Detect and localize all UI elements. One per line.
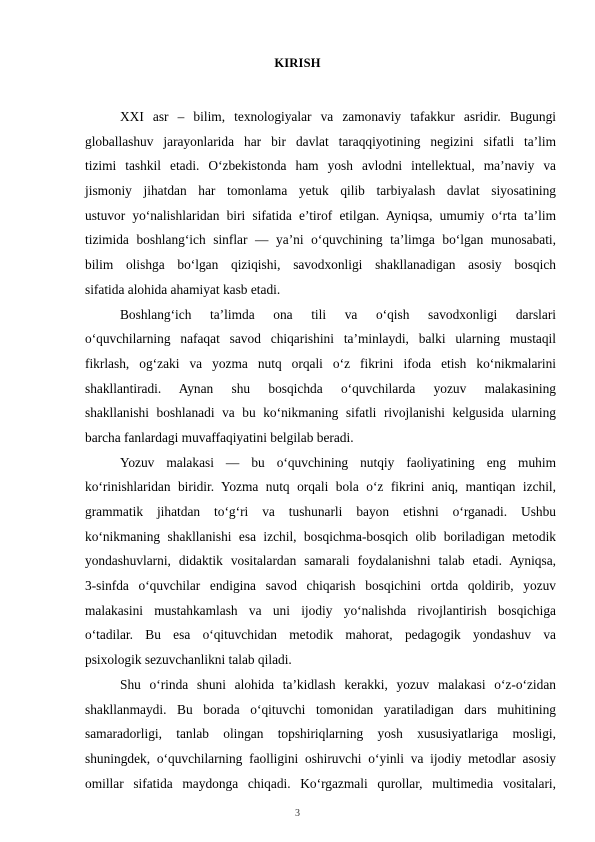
- text-line: XXI asr – bilim, texnologiyalar va zamonaviy tafakkur asridir. Bugungi: [120, 109, 556, 124]
- text-line: shakllanmaydi. Bu borada o‘qituvchi tomonidan yaratiladigan dars muhitining: [85, 701, 556, 717]
- text-line: barcha fanlardagi muvaffaqiyatini belgilab beradi.: [85, 429, 354, 445]
- text-line: malakasini mustahkamlash va uni ijodiy yo‘nalishda rivojlantirish bosqichiga: [85, 602, 556, 618]
- text-line: Boshlang‘ich ta’limda ona tili va o‘qish savodxonligi darslari: [120, 306, 556, 322]
- text-line: o‘tadilar. Bu esa o‘qituvchidan metodik mahorat, pedagogik yondashuv va: [85, 627, 556, 643]
- text-line: yondashuvlarni, didaktik vositalardan samarali foydalanishni talab etadi. Ayniqsa,: [85, 553, 556, 569]
- text-line: bilim olishga bo‘lgan qiziqishi, savodxonligi shakllanadigan asosiy bosqich: [85, 257, 556, 273]
- text-line: Shu o‘rinda shuni alohida ta’kidlash kerakki, yozuv malakasi o‘z-o‘zidan: [120, 676, 556, 692]
- text-line: 3-sinfda o‘quvchilar endigina savod chiqarish bosqichini ortda qoldirib, yozuv: [85, 578, 556, 594]
- text-line: tizimi tashkil etadi. O‘zbekistonda ham yosh avlodni intellektual, ma’naviy va: [85, 158, 556, 174]
- paragraph: [85, 303, 556, 451]
- text-line: grammatik jihatdan to‘g‘ri va tushunarli bayon etishni o‘rganadi. Ushbu: [85, 504, 556, 519]
- text-line: shakllantiradi. Aynan shu bosqichda o‘quvchilarda yozuv malakasining: [85, 380, 556, 396]
- text-line: shuningdek, o‘quvchilarning faolligini oshiruvchi o‘yinli va ijodiy metodlar asosiy: [85, 750, 556, 766]
- text-line: tizimida boshlang‘ich sinflar — ya’ni o‘quvchining ta’limga bo‘lgan munosabati,: [85, 232, 556, 248]
- text-line: ustuvor yo‘nalishlaridan biri sifatida e’tirof etilgan. Ayniqsa, umumiy o‘rta ta’lim: [85, 207, 556, 223]
- paragraph: [85, 105, 556, 303]
- text-line: fikrlash, og‘zaki va yozma nutq orqali o‘z fikrini ifoda etish ko‘nikmalarini: [85, 355, 556, 371]
- page-number: 3: [295, 808, 300, 819]
- text-line: Yozuv malakasi — bu o‘quvchining nutqiy faoliyatining eng muhim: [120, 454, 556, 470]
- text-line: jismoniy jihatdan har tomonlama yetuk qilib tarbiyalash davlat siyosatining: [85, 183, 556, 199]
- text-line: psixologik sezuvchanlikni talab qiladi.: [85, 652, 292, 668]
- document-body: [85, 105, 556, 796]
- text-line: sifatida alohida ahamiyat kasb etadi.: [85, 281, 281, 297]
- text-line: samaradorligi, tanlab olingan topshiriqlarning yosh xususiyatlariga mosligi,: [85, 726, 556, 742]
- text-line: shakllanishi boshlanadi va bu ko‘nikmaning sifatli rivojlanishi kelgusida ularning: [85, 405, 556, 421]
- text-line: o‘quvchilarning nafaqat savod chiqarishini ta’minlaydi, balki ularning mustaqil: [85, 331, 556, 347]
- paragraph: [85, 451, 556, 673]
- text-line: ko‘nikmaning shakllanishi esa izchil, bosqichma-bosqich olib boriladigan metodik: [85, 528, 556, 544]
- text-line: globallashuv jarayonlarida har bir davlat taraqqiyotining negizini sifatli ta’lim: [85, 133, 556, 149]
- text-line: omillar sifatida maydonga chiqadi. Ko‘rgazmali qurollar, multimedia vositalari,: [85, 775, 556, 791]
- paragraph: [85, 673, 556, 796]
- text-line: ko‘rinishlaridan biridir. Yozma nutq orqali bola o‘z fikrini aniq, mantiqan izchil,: [85, 479, 556, 495]
- page-title: KIRISH: [274, 56, 321, 70]
